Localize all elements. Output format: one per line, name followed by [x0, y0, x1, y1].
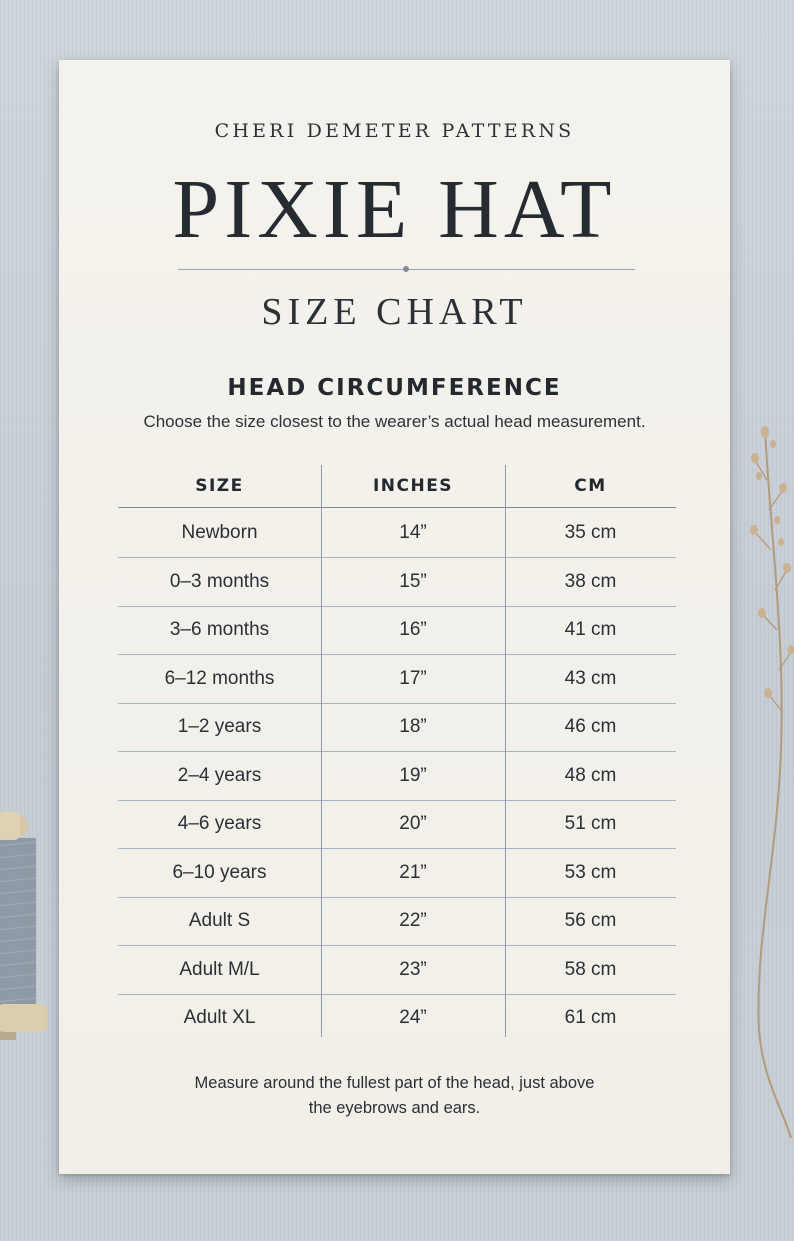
table-row: [118, 606, 676, 655]
size-cell: 3–6 months: [169, 619, 270, 640]
divider-dot: [403, 266, 409, 272]
cm-cell: 43 cm: [564, 667, 617, 689]
cm-cell: 48 cm: [564, 764, 617, 786]
table-header-row: [118, 465, 676, 508]
inches-cell: 21”: [399, 861, 427, 883]
cm-cell: 38 cm: [564, 570, 617, 592]
inches-cell: 18”: [399, 716, 427, 737]
measurement-note: [59, 1071, 730, 1121]
page-title: PIXIE HAT: [172, 163, 617, 256]
column-header-cm: CM: [574, 476, 607, 496]
cm-cell: 35 cm: [564, 522, 617, 543]
cm-cell: 53 cm: [564, 861, 617, 883]
table-row: [118, 994, 676, 1042]
table-row: [118, 509, 676, 558]
table-row: [118, 800, 676, 849]
size-cell: 4–6 years: [177, 813, 262, 834]
size-cell: 2–4 years: [177, 764, 262, 786]
size-chart-card: [59, 60, 730, 1174]
brand-name: CHERI DEMETER PATTERNS: [214, 120, 575, 142]
page-subtitle: SIZE CHART: [261, 291, 528, 333]
size-cell: 0–3 months: [169, 570, 270, 592]
column-header-inches: INCHES: [372, 476, 454, 496]
size-cell: Adult S: [188, 910, 251, 931]
cm-cell: 58 cm: [564, 958, 617, 980]
dried-flower-image: [735, 420, 794, 1140]
cm-cell: 61 cm: [564, 1007, 617, 1028]
cm-cell: 41 cm: [564, 619, 617, 640]
column-divider: [505, 465, 506, 1037]
inches-cell: 16”: [399, 619, 427, 640]
inches-cell: 24”: [399, 1007, 427, 1028]
measurement-note-line: the eyebrows and ears.: [308, 1099, 481, 1117]
inches-cell: 19”: [399, 764, 427, 786]
inches-cell: 20”: [399, 813, 427, 834]
thread-spool-image: [0, 812, 54, 1040]
measurement-note-line: Measure around the fullest part of the head, just above: [194, 1074, 595, 1092]
size-table: [118, 465, 676, 1037]
section-title: HEAD CIRCUMFERENCE: [227, 375, 562, 401]
column-divider: [321, 465, 322, 1037]
table-row: [118, 703, 676, 752]
size-cell: 1–2 years: [177, 716, 262, 737]
size-cell: 6–12 months: [164, 667, 275, 689]
inches-cell: 22”: [399, 910, 427, 931]
table-row: [118, 946, 676, 995]
cm-cell: 46 cm: [564, 716, 617, 737]
table-row: [118, 752, 676, 801]
cm-cell: 51 cm: [564, 813, 617, 834]
size-cell: Newborn: [181, 522, 258, 543]
inches-cell: 14”: [399, 522, 427, 543]
table-row: [118, 849, 676, 898]
inches-cell: 15”: [399, 570, 427, 592]
table-row: [118, 655, 676, 704]
table-row: [118, 558, 676, 607]
size-cell: Adult M/L: [179, 958, 260, 980]
column-header-size: SIZE: [195, 476, 244, 496]
size-cell: Adult XL: [183, 1007, 256, 1028]
section-description: Choose the size closest to the wearer’s actual head measurement.: [143, 412, 646, 431]
cm-cell: 56 cm: [564, 910, 617, 931]
table-row: [118, 897, 676, 946]
inches-cell: 23”: [399, 958, 427, 980]
size-cell: 6–10 years: [172, 861, 267, 883]
inches-cell: 17”: [399, 667, 427, 689]
